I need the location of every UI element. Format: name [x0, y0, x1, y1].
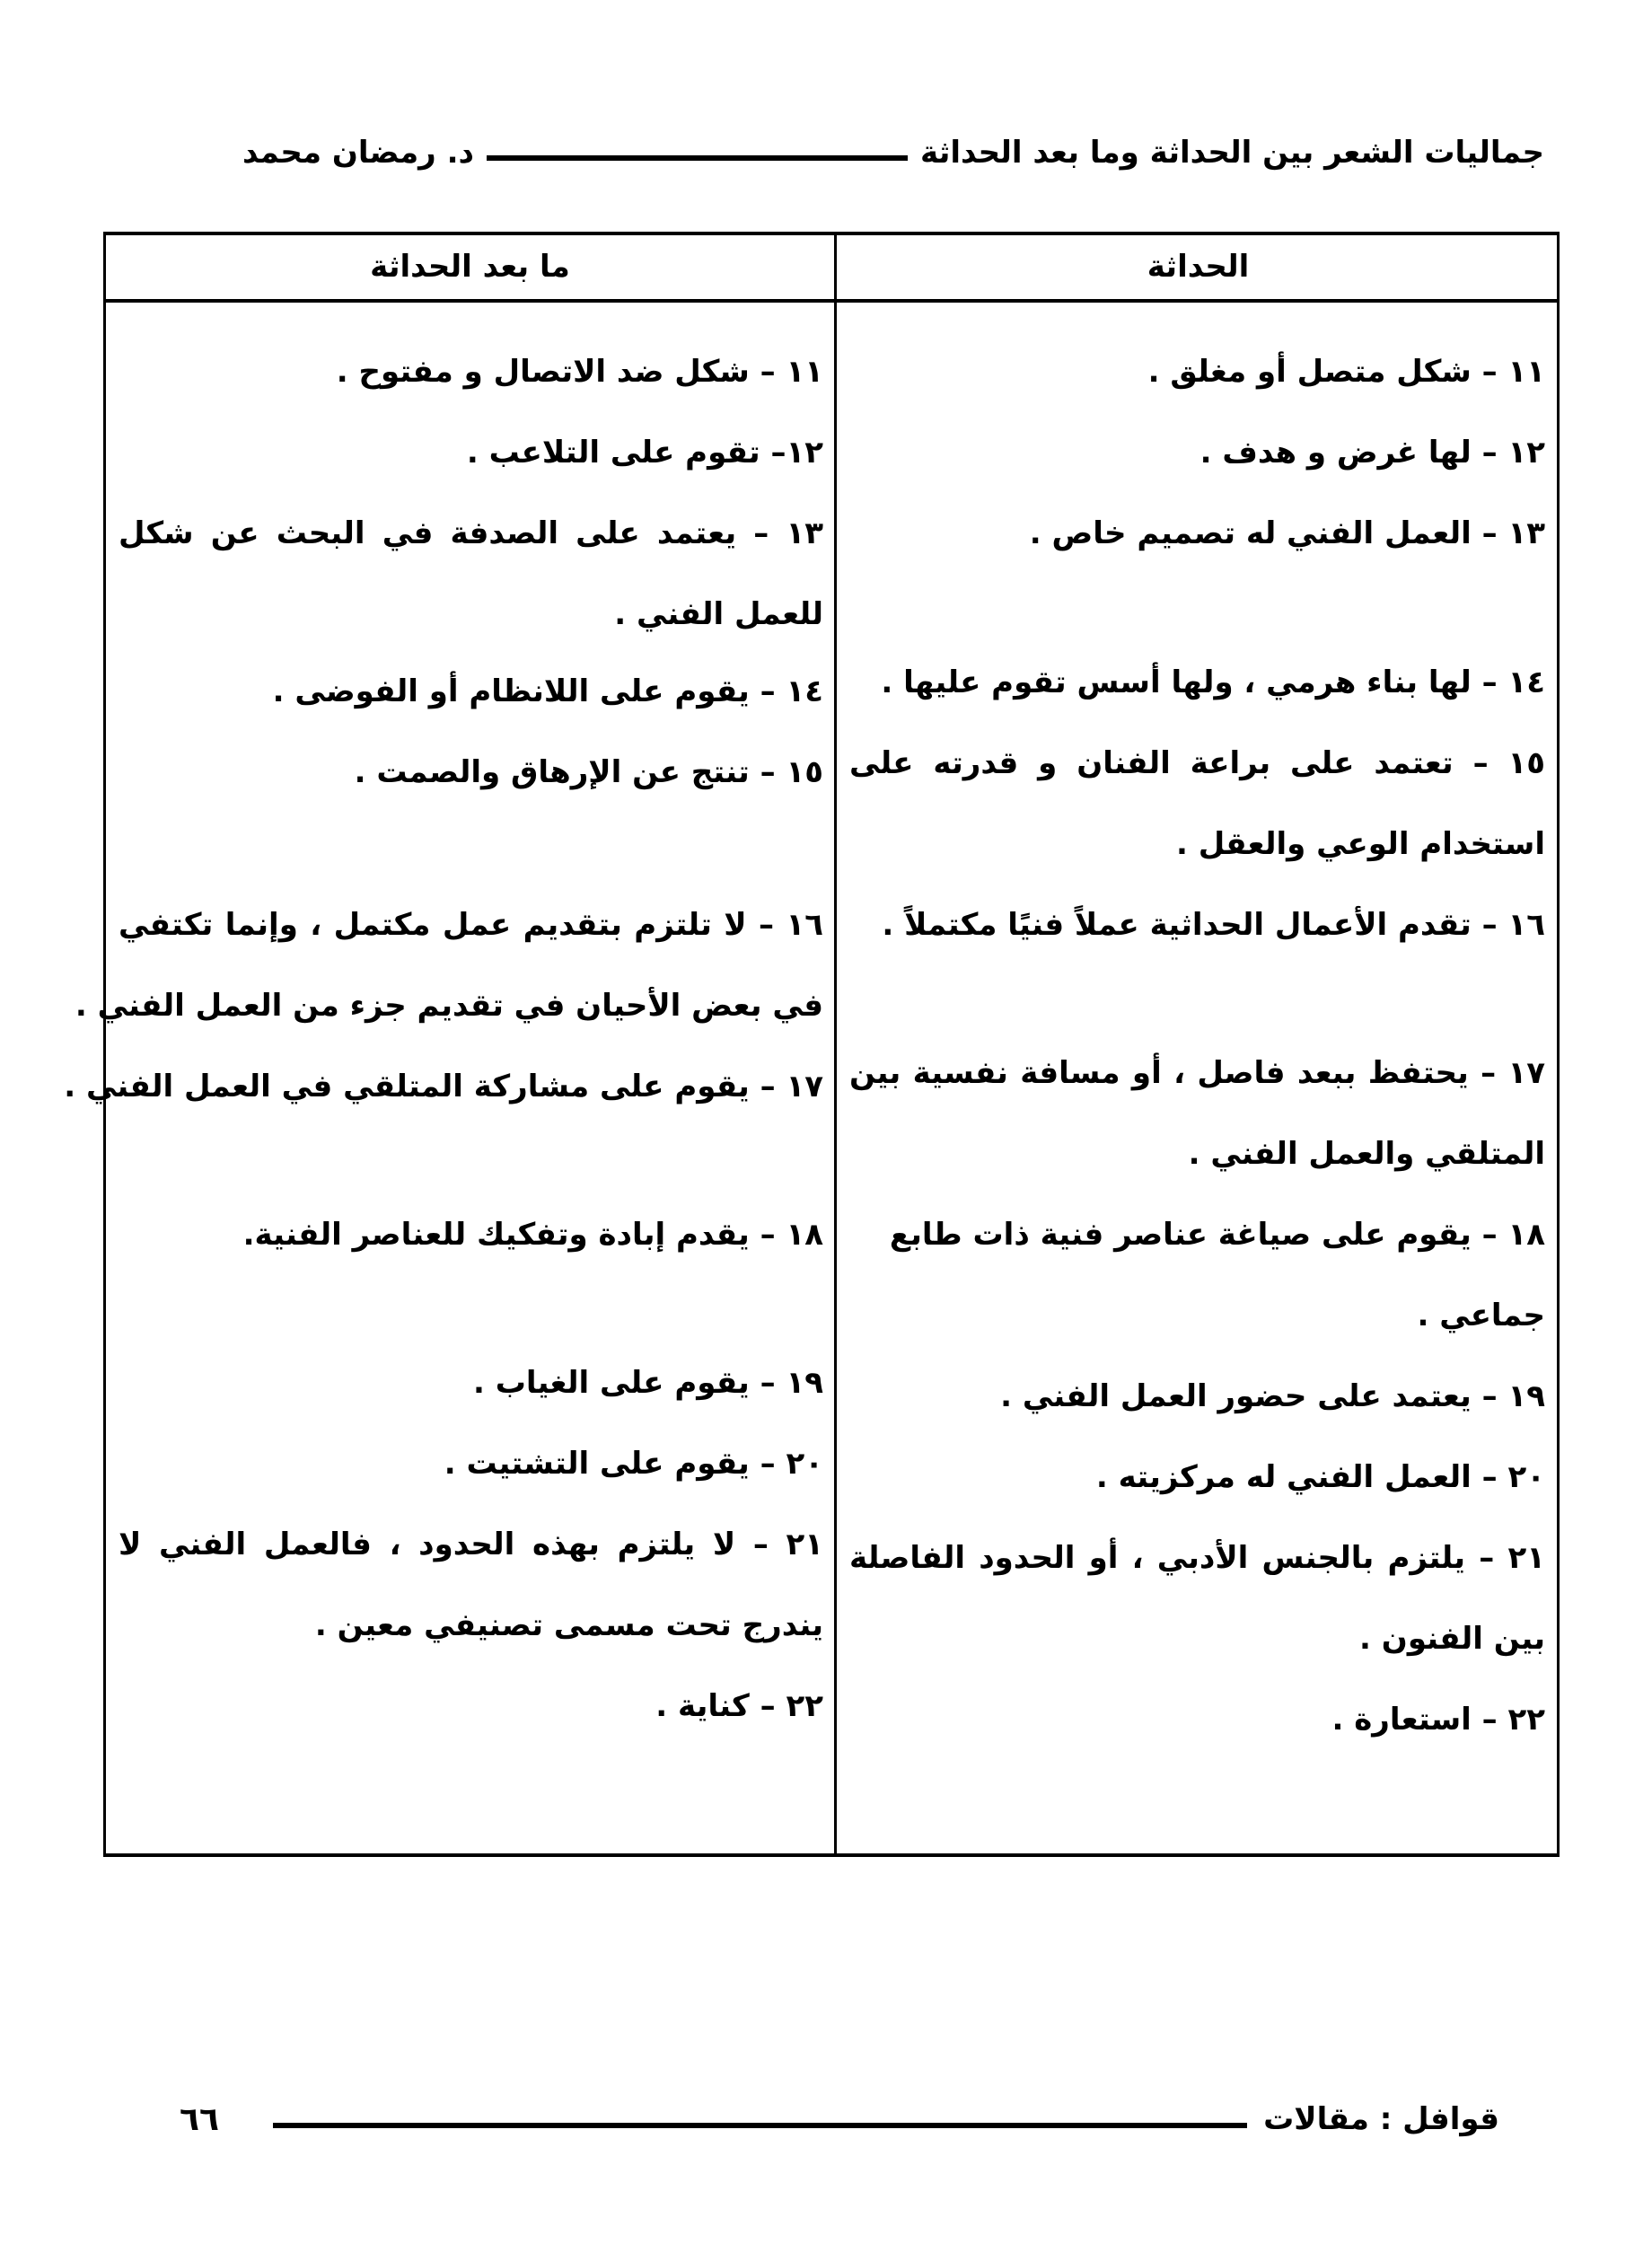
postmodernism-line: ١٧ – يقوم على مشاركة المتلقي في العمل الفني . — [64, 1069, 823, 1104]
modernism-line: المتلقي والعمل الفني . — [1188, 1136, 1545, 1172]
modernism-line: ١٣ – العمل الفني له تصميم خاص . — [1029, 515, 1545, 551]
postmodernism-line: ١٣ – يعتمد على الصدفة في البحث عن شكل — [119, 515, 823, 551]
postmodernism-line: ١٨ – يقدم إبادة وتفكيك للعناصر الفنية. — [242, 1217, 823, 1253]
modernism-line: ١٧ – يحتفظ ببعد فاصل ، أو مسافة نفسية بين — [849, 1055, 1545, 1091]
postmodernism-line: في بعض الأحيان في تقديم جزء من العمل الفني . — [75, 988, 823, 1024]
postmodernism-line: ١٤ – يقوم على اللانظام أو الفوضى . — [272, 673, 823, 709]
postmodernism-line: ١٩ – يقوم على الغياب . — [472, 1365, 823, 1401]
table-header-row — [106, 235, 1557, 303]
postmodernism-line: ٢١ – لا يلتزم بهذه الحدود ، فالعمل الفني لا — [119, 1527, 823, 1562]
modernism-line: ١٥ – تعتمد على براعة الفنان و قدرته على — [849, 745, 1545, 781]
postmodernism-line: يندرج تحت مسمى تصنيفي معين . — [314, 1607, 823, 1643]
modernism-line: استخدام الوعي والعقل . — [1175, 826, 1545, 862]
book-title: جماليات الشعر بين الحداثة وما بعد الحداثة — [919, 135, 1544, 171]
page-number: ٦٦ — [180, 2100, 219, 2138]
column-header-modernism: الحداثة — [1147, 249, 1250, 285]
postmodernism-line: ١١ – شكل ضد الاتصال و مفتوح . — [336, 354, 823, 390]
modernism-line: ١٨ – يقوم على صياغة عناصر فنية ذات طابع — [889, 1217, 1545, 1253]
header-rule — [487, 155, 908, 161]
column-divider — [834, 235, 837, 1853]
modernism-line: ٢١ – يلتزم بالجنس الأدبي ، أو الحدود الفاصلة — [849, 1540, 1545, 1576]
running-header — [242, 126, 1544, 180]
author-name: د. رمضان محمد — [242, 135, 474, 171]
footer-rule — [273, 2123, 1247, 2128]
postmodernism-line: ١٥ – تنتج عن الإرهاق والصمت . — [354, 754, 823, 790]
postmodernism-line: ١٢– تقوم على التلاعب . — [466, 435, 823, 471]
journal-section: قوافل : مقالات — [1263, 2101, 1499, 2137]
modernism-line: ١٩ – يعتمد على حضور العمل الفني . — [1000, 1378, 1545, 1414]
modernism-line: ١٤ – لها بناء هرمي ، ولها أسس تقوم عليها . — [881, 664, 1545, 700]
postmodernism-line: للعمل الفني . — [614, 596, 823, 632]
modernism-line: ١٢ – لها غرض و هدف . — [1199, 435, 1545, 471]
modernism-line: ٢٢ – استعارة . — [1331, 1702, 1545, 1738]
modernism-line: بين الفنون . — [1359, 1621, 1545, 1657]
column-header-postmodernism: ما بعد الحداثة — [370, 249, 570, 285]
modernism-line: ١٦ – تقدم الأعمال الحداثية عملاً فنيًا مكتملاً . — [882, 907, 1545, 943]
postmodernism-line: ٢٠ – يقوم على التشتيت . — [444, 1446, 823, 1482]
page-footer — [180, 2092, 1499, 2146]
modernism-line: جماعي . — [1417, 1298, 1545, 1333]
postmodernism-line: ٢٢ – كناية . — [655, 1688, 823, 1724]
modernism-line: ١١ – شكل متصل أو مغلق . — [1147, 354, 1545, 390]
postmodernism-line: ١٦ – لا تلتزم بتقديم عمل مكتمل ، وإنما تكتفي — [119, 907, 823, 943]
modernism-line: ٢٠ – العمل الفني له مركزيته . — [1095, 1459, 1545, 1495]
comparison-table — [64, 232, 1560, 1857]
